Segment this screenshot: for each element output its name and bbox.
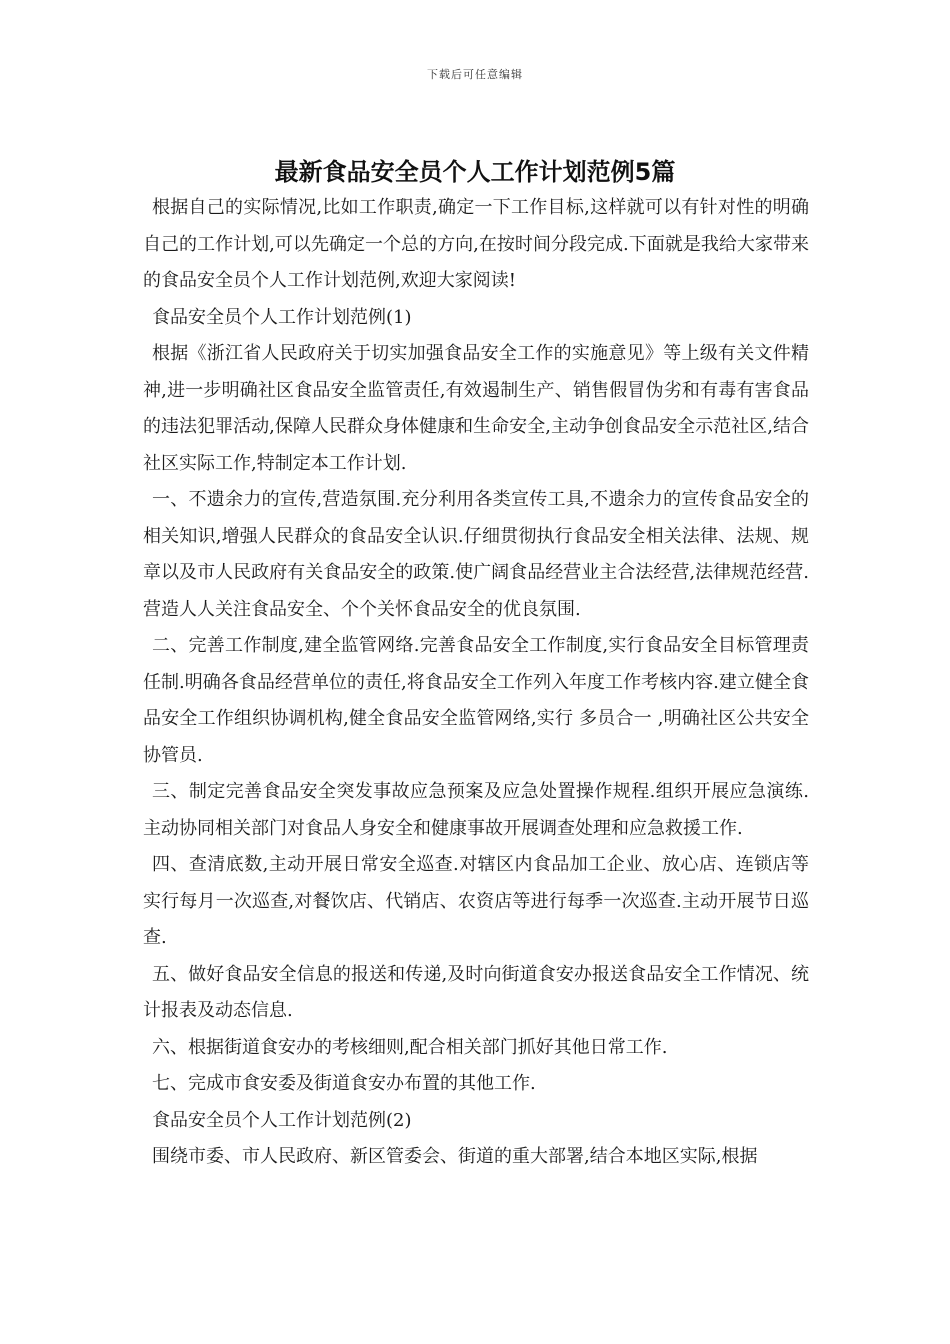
document-body — [143, 190, 809, 1176]
list-item-4: 四、查清底数,主动开展日常安全巡查.对辖区内食品加工企业、放心店、连锁店等实行每月一次巡查,对餐饮店、代销店、农资店等进行每季一次巡查.主动开展节日巡查. — [143, 854, 809, 948]
document-title: 最新食品安全员个人工作计划范例5篇 — [274, 158, 676, 186]
list-item-2: 二、完善工作制度,建全监管网络.完善食品安全工作制度,实行食品安全目标管理责任制.明确各食品经营单位的责任,将食品安全工作列入年度工作考核内容.建立健全食品安全工作组织协调机构,健全食品安全监管网络,实行 多员合一 ,明确社区公共安全协管员. — [143, 635, 809, 766]
list-item-7: 七、完成市食安委及街道食安办布置的其他工作. — [152, 1073, 536, 1094]
header-note: 下载后可任意编辑 — [427, 68, 523, 81]
list-item-3: 三、制定完善食品安全突发事故应急预案及应急处置操作规程.组织开展应急演练.主动协同相关部门对食品人身安全和健康事故开展调查处理和应急救援工作. — [143, 781, 809, 839]
body-paragraph-2: 围绕市委、市人民政府、新区管委会、街道的重大部署,结合本地区实际,根据 — [152, 1146, 758, 1167]
list-item-6: 六、根据街道食安办的考核细则,配合相关部门抓好其他日常工作. — [152, 1036, 668, 1058]
list-item-1: 一、不遗余力的宣传,营造氛围.充分利用各类宣传工具,不遗余力的宣传食品安全的相关知识,增强人民群众的食品安全认识.仔细贯彻执行食品安全相关法律、法规、规章以及市人民政府有关食品安全的政策.使广阔食品经营业主合法经营,法律规范经营.营造人人关注食品安全、个个关怀食品安全的优良氛围. — [143, 489, 809, 620]
section-heading-2: 食品安全员个人工作计划范例(2) — [152, 1109, 412, 1131]
section-heading-1: 食品安全员个人工作计划范例(1) — [152, 306, 412, 328]
body-paragraph: 根据《浙江省人民政府关于切实加强食品安全工作的实施意见》等上级有关文件精神,进一步明确社区食品安全监管责任,有效遏制生产、销售假冒伪劣和有毒有害食品的违法犯罪活动,保障人民群众身体健康和生命安全,主动争创食品安全示范社区,结合社区实际工作,特制定本工作计划. — [143, 343, 809, 474]
list-item-5: 五、做好食品安全信息的报送和传递,及时向街道食安办报送食品安全工作情况、统计报表及动态信息. — [143, 963, 809, 1021]
intro-paragraph: 根据自己的实际情况,比如工作职责,确定一下工作目标,这样就可以有针对性的明确自己的工作计划,可以先确定一个总的方向,在按时间分段完成.下面就是我给大家带来的食品安全员个人工作计划范例,欢迎大家阅读! — [143, 197, 809, 291]
